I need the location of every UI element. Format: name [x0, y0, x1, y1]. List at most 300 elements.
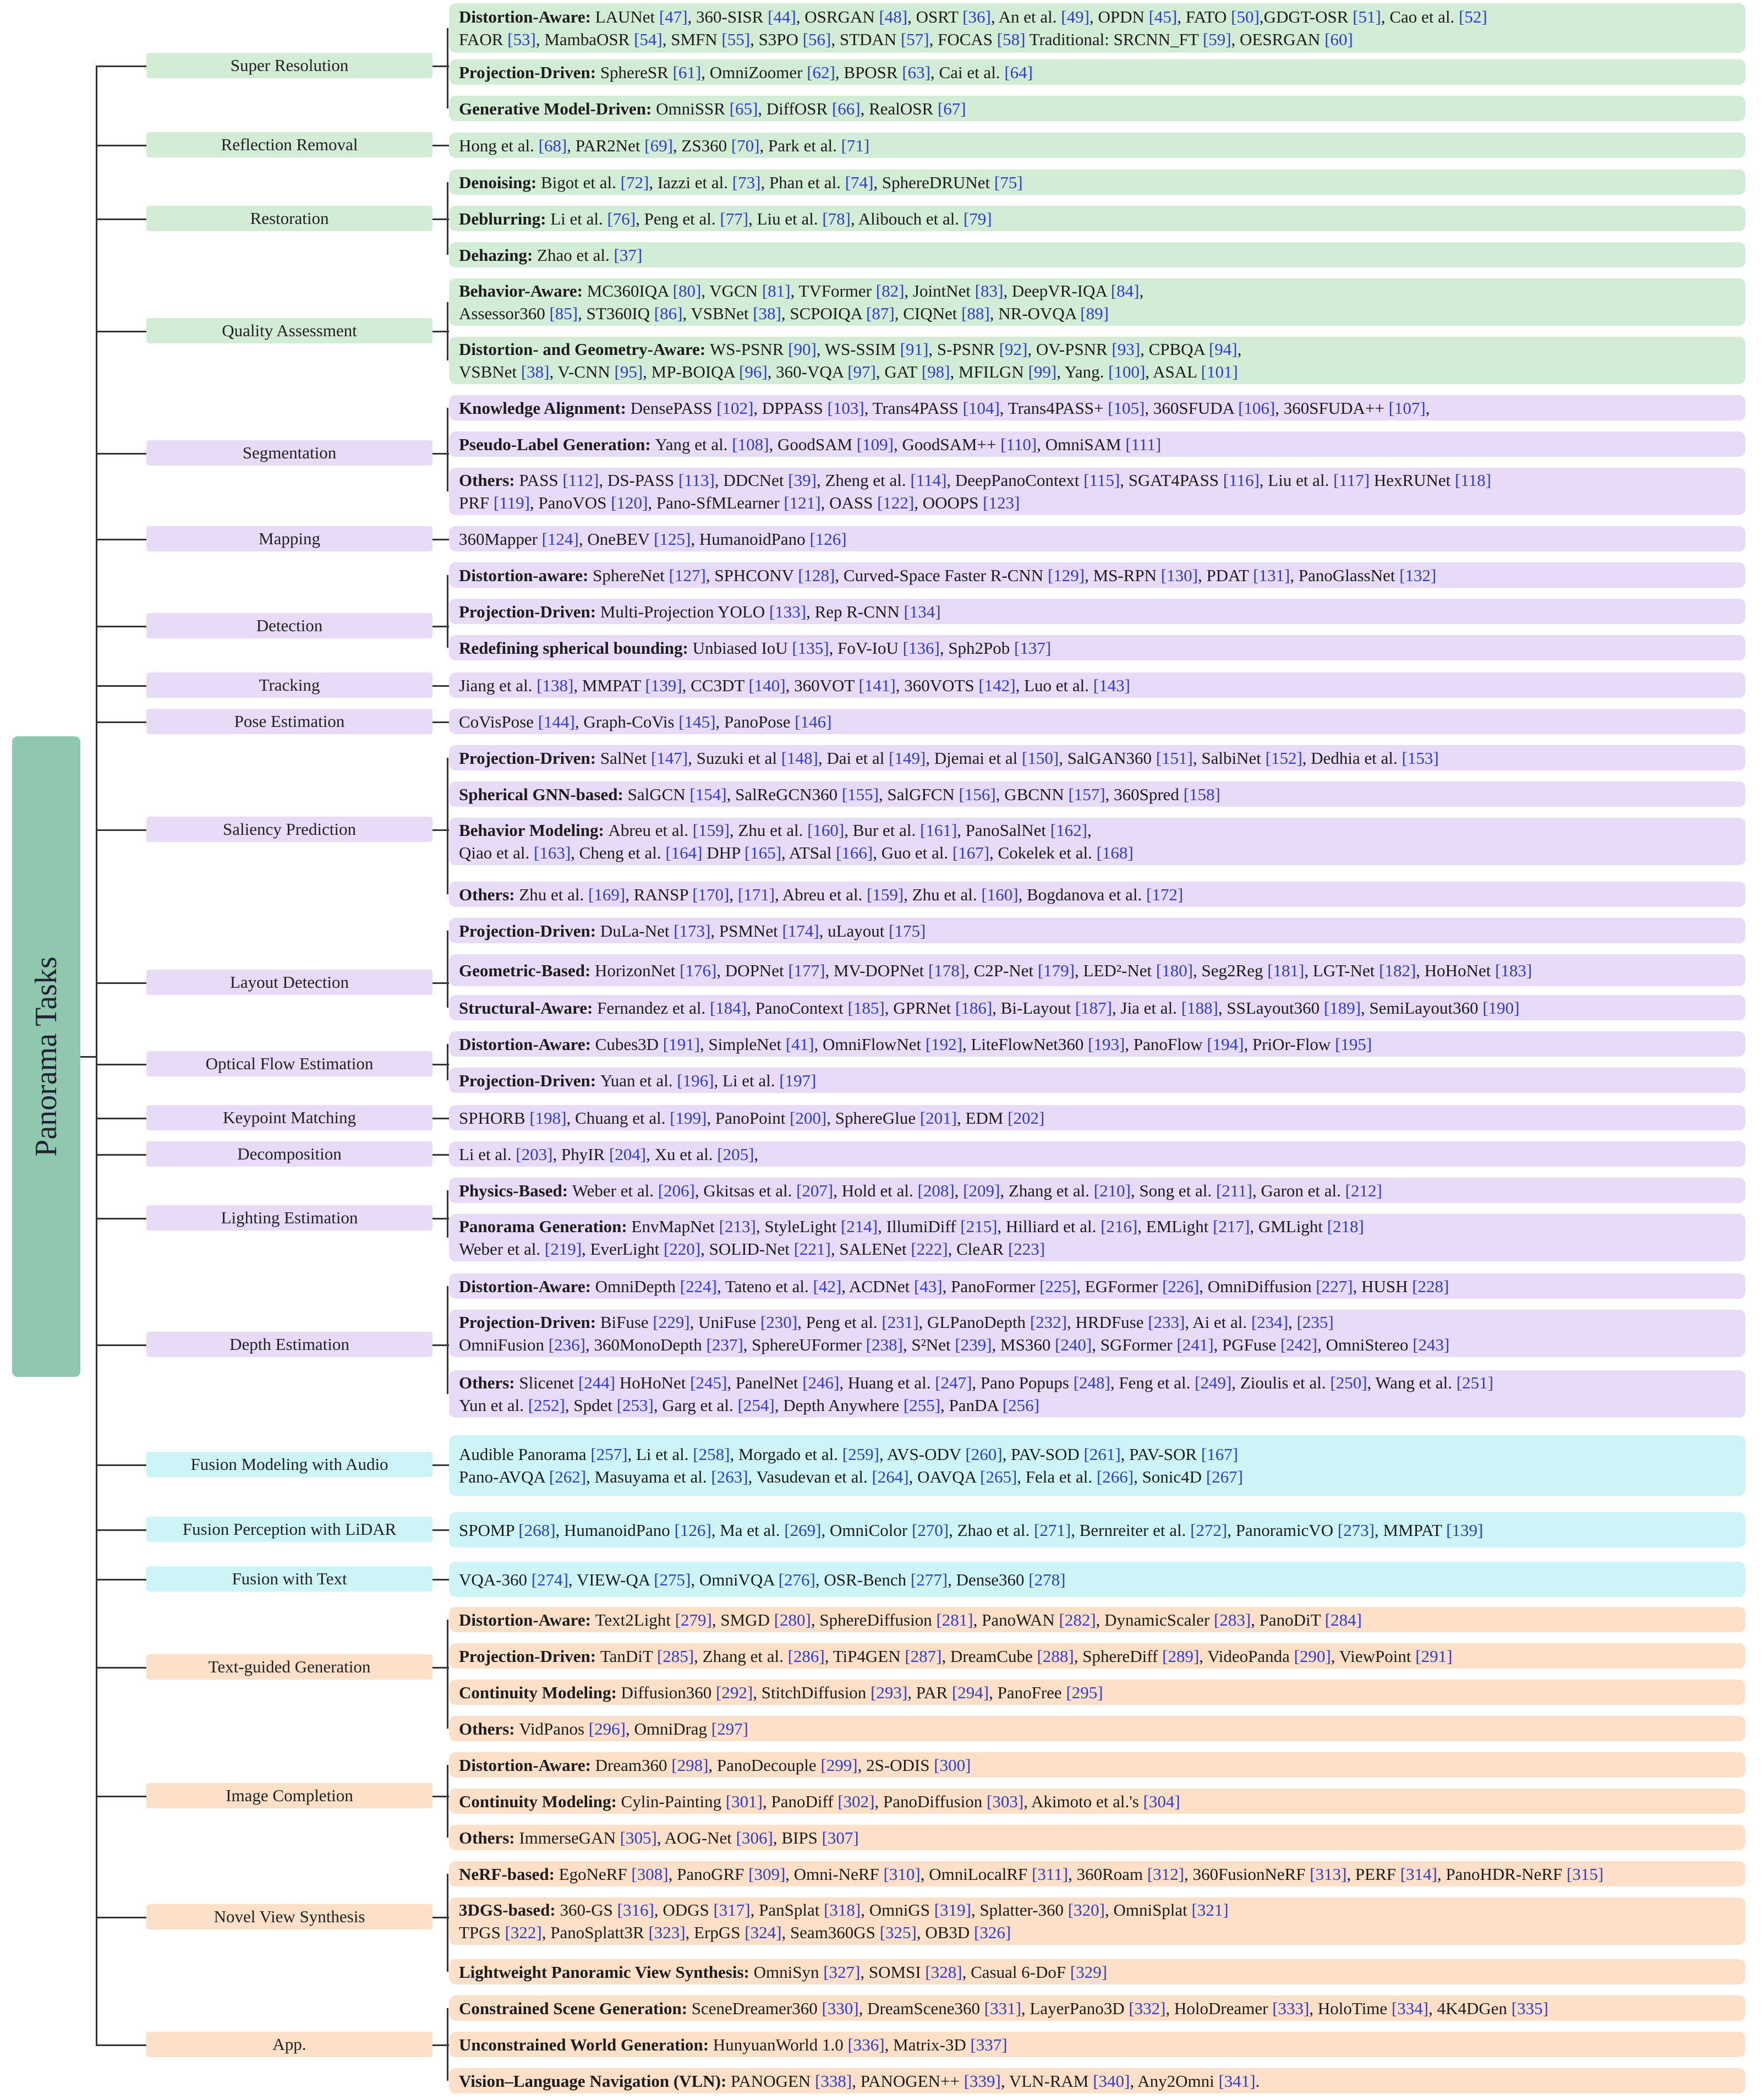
leaf-box — [449, 954, 1745, 986]
leaf-text: , OSRT — [907, 7, 963, 26]
leaf-text: HoHoNet — [615, 1373, 691, 1392]
leaf-text: SPOMP — [459, 1520, 519, 1540]
citation-ref: [182] — [1379, 960, 1416, 980]
leaf-text: Traditional: SRCNN_FT — [1025, 30, 1203, 49]
leaf-text: , Graph-CoVis — [574, 712, 679, 731]
leaf-bracket — [447, 2008, 448, 2081]
citation-ref: [337] — [970, 2035, 1008, 2054]
leaf-text: OmniDepth — [595, 1276, 680, 1296]
citation-ref: [151] — [1156, 748, 1193, 768]
leaf-bracket — [447, 28, 448, 108]
leaf-line — [459, 360, 1735, 383]
citation-ref: [306] — [736, 1828, 773, 1847]
category-lighting-estimation: Lighting Estimation — [146, 1205, 432, 1231]
leaf-group-label: Behavior-Aware: — [459, 281, 587, 300]
leaf-line-text — [600, 921, 926, 940]
citation-ref: [297] — [711, 1719, 748, 1738]
citation-ref: [68] — [538, 135, 567, 155]
leaf-box — [449, 1995, 1745, 2021]
leaf-text: Jiang et al. — [459, 675, 537, 695]
leaf-text: , VideoPanda — [1199, 1646, 1294, 1666]
citation-ref: [225] — [1039, 1276, 1077, 1296]
leaf-line-text — [595, 961, 1532, 980]
citation-ref: [92] — [999, 340, 1028, 359]
citation-ref: [147] — [650, 748, 688, 768]
leaf-group-label: Continuity Modeling: — [459, 1682, 621, 1702]
citation-ref: [338] — [815, 2071, 852, 2091]
leaf-text: OmniSyn — [753, 1962, 824, 1982]
citation-ref: [293] — [870, 1682, 908, 1702]
category-pose-estimation: Pose Estimation — [146, 709, 432, 734]
leaf-box — [449, 337, 1745, 384]
citation-ref: [70] — [731, 135, 760, 155]
citation-ref: [141] — [858, 675, 896, 695]
leaf-line — [459, 280, 1735, 302]
leaf-line — [459, 302, 1735, 325]
leaf-text: , SMFN — [662, 30, 722, 49]
leaf-line-text — [459, 304, 1109, 323]
citation-ref: [268] — [518, 1520, 556, 1540]
leaf-text: , Matrix-3D — [884, 2035, 971, 2054]
leaf-text: HorizonNet — [595, 960, 680, 980]
leaf-text: , PanoHDR-NeRF — [1437, 1864, 1567, 1884]
category-quality-assessment: Quality Assessment — [146, 318, 432, 343]
leaf-text: , PanoContext — [747, 998, 848, 1018]
citation-ref: [330] — [822, 1998, 859, 2018]
leaf-text: , MambaOSR — [535, 30, 634, 49]
leaf-box — [449, 278, 1745, 326]
citation-ref: [187] — [1075, 998, 1112, 1018]
citation-ref: [220] — [663, 1239, 701, 1259]
citation-ref: [213] — [719, 1217, 756, 1236]
leaf-connector — [432, 1529, 449, 1531]
leaf-line — [459, 959, 1735, 982]
citation-ref: [38] — [521, 362, 550, 381]
category-detection: Detection — [146, 613, 432, 638]
category-fusion-perception-with-lidar: Fusion Perception with LiDAR — [146, 1517, 432, 1542]
leaf-bracket — [447, 575, 448, 648]
leaf-text: , VIEW-QA — [568, 1569, 654, 1589]
citation-ref: [132] — [1399, 565, 1437, 585]
citation-ref: [241] — [1176, 1335, 1214, 1354]
leaf-text: , SphereDiffusion — [811, 1610, 937, 1629]
leaf-line-text — [459, 1445, 1238, 1464]
leaf-line — [459, 6, 1735, 28]
leaf-group-label: Structural-Aware: — [459, 998, 598, 1018]
leaf-box — [449, 1031, 1745, 1057]
leaf-group-label: Constrained Scene Generation: — [459, 1998, 692, 2018]
citation-ref: [136] — [902, 638, 940, 658]
leaf-line-text — [693, 638, 1052, 658]
leaf-text: SPHORB — [459, 1108, 530, 1128]
leaf-text: , TVFormer — [790, 281, 876, 300]
leaf-text: , — [1087, 821, 1092, 840]
leaf-connector — [432, 1464, 449, 1466]
leaf-text: , EMLight — [1137, 1217, 1213, 1236]
citation-ref: [200] — [790, 1108, 827, 1128]
leaf-text: BiFuse — [600, 1312, 653, 1332]
leaf-text: , PSMNet — [710, 921, 782, 940]
citation-ref: [190] — [1482, 998, 1520, 1018]
leaf-text: , SGAT4PASS — [1120, 471, 1223, 490]
leaf-line — [459, 28, 1735, 51]
leaf-text: , Seg2Reg — [1193, 960, 1268, 980]
leaf-text: , BIPS — [773, 1828, 822, 1847]
leaf-connector — [432, 721, 449, 723]
citation-ref: [192] — [925, 1034, 962, 1054]
leaf-line-text — [519, 1828, 858, 1847]
citation-ref: [47] — [659, 7, 688, 26]
leaf-text: Text2Light — [595, 1610, 675, 1629]
citation-ref: [320] — [1067, 1900, 1105, 1919]
leaf-line-text — [593, 566, 1436, 585]
leaf-text: , Park et al. — [759, 135, 841, 155]
leaf-text: , SalReGCN360 — [726, 784, 842, 804]
citation-ref: [144] — [538, 712, 575, 731]
leaf-line — [459, 171, 1735, 194]
leaf-text: , OmniGS — [861, 1900, 934, 1919]
category-connector — [96, 539, 146, 540]
leaf-line — [459, 1754, 1735, 1776]
citation-ref: [207] — [796, 1180, 834, 1200]
citation-ref: [177] — [788, 960, 825, 980]
leaf-group-label: Geometric-Based: — [459, 960, 595, 980]
citation-ref: [251] — [1456, 1373, 1493, 1392]
leaf-text: , SphereGlue — [826, 1108, 920, 1128]
leaf-line-text — [459, 1335, 1449, 1354]
leaf-text: , IllumiDiff — [878, 1217, 961, 1236]
leaf-line-text — [459, 712, 831, 731]
leaf-box — [449, 1752, 1745, 1778]
category-connector — [96, 1529, 146, 1531]
leaf-text: , S-PSNR — [928, 340, 999, 359]
leaf-text: , Any2Omni — [1130, 2071, 1219, 2091]
leaf-text: , Garon et al. — [1252, 1180, 1345, 1200]
citation-ref: [261] — [1083, 1445, 1121, 1464]
leaf-text: Hong et al. — [459, 135, 539, 155]
leaf-line — [459, 1238, 1735, 1260]
citation-ref: [80] — [672, 281, 702, 300]
leaf-text: , Song et al. — [1130, 1180, 1216, 1200]
leaf-line — [459, 134, 1735, 157]
citation-ref: [308] — [631, 1864, 669, 1884]
leaf-text: , PDAT — [1197, 565, 1253, 585]
leaf-text: , Phan et al. — [760, 172, 845, 192]
citation-ref: [116] — [1223, 471, 1260, 490]
leaf-line — [459, 783, 1735, 806]
leaf-text: , FoV-IoU — [829, 638, 903, 658]
leaf-connector — [432, 539, 449, 540]
citation-ref: [223] — [1008, 1239, 1045, 1259]
citation-ref: [76] — [607, 209, 636, 228]
leaf-text: , PERF — [1346, 1864, 1400, 1884]
citation-ref: [93] — [1112, 340, 1141, 359]
citation-ref: [139] — [1446, 1520, 1483, 1540]
citation-ref: [321] — [1191, 1900, 1229, 1919]
citation-ref: [159] — [867, 884, 904, 904]
citation-ref: [81] — [762, 281, 791, 300]
citation-ref: [277] — [910, 1569, 948, 1589]
citation-ref: [90] — [788, 340, 817, 359]
citation-ref: [204] — [609, 1144, 647, 1164]
leaf-text: , PanelNet — [727, 1373, 803, 1392]
citation-ref: [114] — [910, 471, 947, 490]
leaf-text: Multi-Projection YOLO — [600, 601, 769, 621]
citation-ref: [110] — [1000, 434, 1037, 454]
leaf-line-text — [519, 885, 1183, 904]
citation-ref: [97] — [847, 362, 876, 381]
leaf-line — [459, 747, 1735, 769]
leaf-group-label: Deblurring: — [459, 209, 551, 228]
leaf-text: , Feng et al. — [1110, 1373, 1195, 1392]
leaf-text: , Hold et al. — [833, 1180, 918, 1200]
citation-ref: [154] — [689, 784, 727, 804]
leaf-text: , GBCNN — [995, 784, 1069, 804]
leaf-line-text — [519, 471, 1491, 490]
leaf-text: , Gkitsas et al. — [694, 1180, 797, 1200]
leaf-text: , MFILGN — [950, 362, 1028, 381]
leaf-group-label: Projection-Driven: — [459, 748, 600, 768]
citation-ref: [109] — [856, 434, 894, 454]
citation-ref: [174] — [782, 921, 819, 940]
leaf-text: Li et al. — [550, 209, 607, 228]
leaf-text: , Guo et al. — [873, 843, 952, 862]
leaf-text: , Abreu et al. — [775, 884, 867, 904]
leaf-box — [449, 59, 1745, 85]
leaf-text: , Vasudevan et al. — [748, 1467, 872, 1486]
leaf-group-label: Distortion-aware: — [459, 565, 593, 585]
leaf-text: , EDM — [956, 1108, 1008, 1128]
leaf-text: CoVisPose — [459, 712, 538, 731]
leaf-text: , SemiLayout360 — [1361, 998, 1483, 1018]
citation-ref: [44] — [768, 7, 796, 26]
category-mapping: Mapping — [146, 526, 432, 551]
category-connector — [96, 1344, 146, 1346]
category-fusion-modeling-with-audio: Fusion Modeling with Audio — [146, 1452, 432, 1477]
leaf-line — [459, 1465, 1735, 1488]
leaf-line-text — [572, 1181, 1382, 1200]
leaf-box — [449, 918, 1745, 943]
leaf-line-text — [621, 1792, 1180, 1811]
citation-ref: [313] — [1310, 1864, 1347, 1884]
leaf-line — [459, 841, 1735, 864]
leaf-box — [449, 995, 1745, 1020]
leaf-text: VidPanos — [519, 1719, 589, 1738]
leaf-text: , Cai et al. — [930, 62, 1005, 82]
leaf-text: , C2P-Net — [965, 960, 1038, 980]
leaf-text: , DreamScene360 — [858, 1998, 984, 2018]
leaf-group-label: Projection-Driven: — [459, 601, 600, 621]
leaf-line-text — [600, 1071, 817, 1090]
leaf-text: , Liu et al. — [1259, 471, 1334, 490]
category-connector — [96, 685, 146, 687]
citation-ref: [126] — [674, 1520, 711, 1540]
leaf-text: , PanoGRF — [668, 1864, 749, 1884]
citation-ref: [195] — [1335, 1034, 1372, 1054]
leaf-line-text — [459, 136, 869, 155]
leaf-text: , S3PO — [750, 30, 803, 49]
leaf-text: Yun et al. — [459, 1396, 528, 1415]
leaf-bracket — [447, 1874, 448, 1972]
category-connector — [96, 65, 146, 67]
citation-ref: [88] — [961, 304, 990, 323]
leaf-line-text — [459, 493, 1020, 512]
citation-ref: [185] — [847, 998, 885, 1018]
leaf-line-text — [560, 1900, 1228, 1919]
citation-ref: [307] — [822, 1828, 859, 1847]
leaf-line — [459, 600, 1735, 623]
leaf-group-label: Projection-Driven: — [459, 1070, 600, 1090]
leaf-connector — [432, 1154, 449, 1156]
leaf-text: , PanoVOS — [529, 493, 611, 512]
leaf-text: , Zioulis et al. — [1231, 1373, 1331, 1392]
leaf-text: , — [729, 884, 738, 904]
leaf-text: , Djemai et al — [926, 748, 1022, 768]
citation-ref: [280] — [774, 1610, 811, 1629]
citation-ref: [167] — [952, 843, 990, 862]
leaf-text: , Bi-Layout — [992, 998, 1075, 1018]
citation-ref: [171] — [737, 884, 775, 904]
leaf-text: Pano-AVQA — [459, 1467, 549, 1486]
leaf-line — [459, 1645, 1735, 1667]
leaf-text: , StitchDiffusion — [753, 1682, 871, 1702]
citation-ref: [203] — [516, 1144, 553, 1164]
leaf-text: , Jia et al. — [1112, 998, 1181, 1018]
leaf-text: , ACDNet — [841, 1276, 914, 1296]
citation-ref: [252] — [528, 1396, 565, 1415]
leaf-line-text — [459, 676, 1130, 695]
leaf-line-text — [631, 1217, 1364, 1236]
citation-ref: [191] — [663, 1034, 700, 1054]
citation-ref: [108] — [732, 434, 769, 454]
category-connector — [96, 829, 146, 831]
leaf-line — [459, 433, 1735, 456]
category-text-guided-generation: Text-guided Generation — [146, 1654, 432, 1680]
citation-ref: [201] — [919, 1108, 957, 1128]
leaf-text: , OV-PSNR — [1027, 340, 1112, 359]
leaf-line-text — [459, 529, 847, 549]
leaf-text: , GoodSAM++ — [893, 434, 1001, 454]
citation-ref: [89] — [1080, 304, 1109, 323]
leaf-text: , Zhang et al. — [1000, 1180, 1094, 1200]
leaf-text: , GPRNet — [884, 998, 956, 1018]
leaf-line-text — [731, 2071, 1260, 2091]
citation-ref: [317] — [713, 1900, 751, 1919]
citation-ref: [150] — [1022, 748, 1059, 768]
citation-ref: [339] — [963, 2071, 1001, 2091]
category-layout-detection: Layout Detection — [146, 970, 432, 995]
leaf-line — [459, 1718, 1735, 1740]
leaf-text: Weber et al. — [572, 1180, 658, 1200]
leaf-bracket — [447, 1044, 448, 1080]
citation-ref: [135] — [792, 638, 829, 658]
citation-ref: [328] — [925, 1962, 962, 1982]
leaf-box — [449, 206, 1745, 231]
leaf-line-text — [459, 1108, 1044, 1128]
leaf-line — [459, 1179, 1735, 1202]
leaf-box — [449, 1562, 1745, 1597]
citation-ref: [202] — [1008, 1108, 1045, 1128]
leaf-text: , — [1237, 340, 1242, 359]
leaf-box — [449, 599, 1745, 624]
leaf-group-label: Others: — [459, 884, 519, 904]
leaf-box — [449, 1273, 1745, 1299]
leaf-text: , GLPanoDepth — [918, 1312, 1030, 1332]
leaf-text: , RANSP — [625, 884, 693, 904]
citation-ref: [104] — [962, 398, 1000, 418]
leaf-text: 360-GS — [560, 1900, 617, 1919]
citation-ref: [325] — [879, 1923, 917, 1942]
leaf-group-label: Distortion-Aware: — [459, 1755, 595, 1775]
category-saliency-prediction: Saliency Prediction — [146, 817, 432, 842]
citation-ref: [58] — [997, 30, 1026, 49]
leaf-text: , HoloTime — [1309, 1998, 1392, 2018]
leaf-line-text — [459, 1467, 1243, 1486]
leaf-text: , OESRGAN — [1231, 30, 1325, 49]
citation-ref: [231] — [881, 1312, 919, 1332]
leaf-text: , WS-SSIM — [816, 340, 900, 359]
citation-ref: [272] — [1190, 1520, 1228, 1540]
leaf-text: , UniFuse — [689, 1312, 760, 1332]
leaf-text: Qiao et al. — [459, 843, 534, 862]
leaf-text: SphereNet — [593, 565, 669, 585]
leaf-text: , OmniFlowNet — [814, 1034, 926, 1054]
leaf-text: HunyuanWorld 1.0 — [713, 2035, 848, 2054]
leaf-text: , HumanoidPano — [691, 529, 810, 549]
leaf-bracket — [447, 1765, 448, 1838]
citation-ref: [52] — [1459, 7, 1487, 26]
leaf-text: , Dai et al — [818, 748, 889, 768]
leaf-text: , Wang et al. — [1367, 1373, 1457, 1392]
citation-ref: [66] — [831, 99, 861, 118]
leaf-box — [449, 3, 1745, 53]
leaf-line-text — [459, 1396, 1039, 1415]
citation-ref: [229] — [653, 1312, 690, 1332]
citation-ref: [244] — [578, 1373, 616, 1392]
citation-ref: [237] — [706, 1335, 743, 1354]
leaf-line-text — [519, 1719, 748, 1738]
leaf-line — [459, 207, 1735, 230]
leaf-text: , Depth Anywhere — [774, 1396, 904, 1415]
leaf-text: , Akimoto et al.'s — [1023, 1791, 1143, 1811]
leaf-text: Bigot et al. — [541, 172, 621, 192]
leaf-line — [459, 1997, 1735, 2020]
leaf-bracket — [447, 1620, 448, 1729]
citation-ref: [206] — [658, 1180, 695, 1200]
leaf-text: , PanoWAN — [973, 1610, 1059, 1629]
leaf-text: , PAR2Net — [567, 135, 645, 155]
leaf-group-label: Lightweight Panoramic View Synthesis: — [459, 1962, 754, 1982]
citation-ref: [72] — [620, 172, 649, 192]
citation-ref: [61] — [672, 62, 702, 82]
leaf-text: . — [1255, 2071, 1260, 2091]
leaf-line — [459, 1863, 1735, 1885]
leaf-text: , PanSplat — [750, 1900, 824, 1919]
leaf-line — [459, 2033, 1735, 2056]
leaf-text: , MS360 — [992, 1335, 1055, 1354]
leaf-box — [449, 1680, 1745, 1705]
citation-ref: [79] — [963, 209, 992, 228]
citation-ref: [224] — [680, 1276, 717, 1296]
leaf-line — [459, 338, 1735, 360]
leaf-line — [459, 1519, 1735, 1541]
citation-ref: [87] — [866, 304, 895, 323]
leaf-text: , Zhao et al. — [949, 1520, 1034, 1540]
leaf-line-text — [459, 1145, 758, 1164]
leaf-group-label: Continuity Modeling: — [459, 1791, 621, 1811]
leaf-text: , OmniVQA — [691, 1569, 779, 1589]
leaf-text: , 2S-ODIS — [857, 1755, 934, 1775]
